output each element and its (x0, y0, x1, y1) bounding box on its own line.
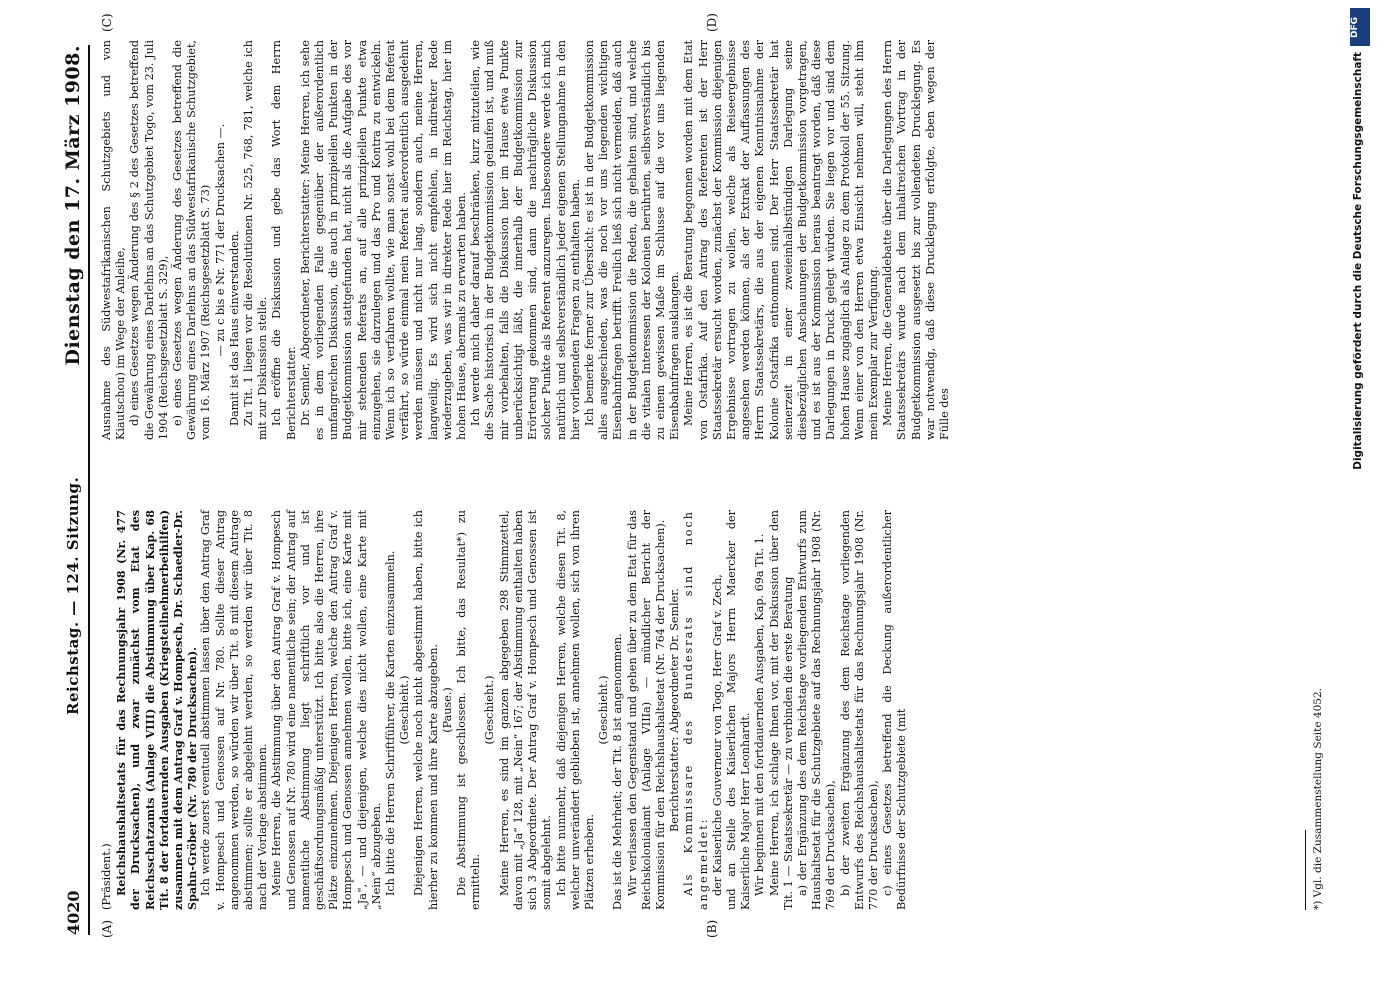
session-date: Dienstag den 17. März 1908. (62, 45, 84, 366)
margin-marker-c: (C) (100, 13, 114, 32)
left-column (100, 510, 910, 910)
speaker-label: (Präsident.) (100, 843, 113, 910)
margin-marker-b: (B) (705, 919, 719, 938)
footnote-rule (1305, 830, 1306, 910)
paragraph: und an Stelle des Kaiserlichen Majors Herrn Maercker der Kaiserliche Major Herr Leonhardt. (724, 510, 753, 910)
page-number: 4020 (64, 890, 83, 935)
paragraph: Meine Herren, die Generaldebatte über die Darlegungen des Herrn Staatssekretärs wurde nach dem inhaltreichen Vortrag in der Budgetkommission ausgesetzt bis zur vollendeten Drucklegung. Es war notwendig, daß diese Drucklegung erfolgte, eben wegen der Fülle des (881, 40, 951, 440)
paragraph: Ich bitte nunmehr, daß diejenigen Herren, welche diesen Tit. 8, welcher unverändert geblieben ist, annehmen wollen, sich von ihren Plätzen erheben. (554, 510, 596, 910)
paragraph: Ich eröffne die Diskussion und gebe das Wort dem Herrn Berichterstatter. (270, 40, 298, 440)
paragraph: Ich werde zuerst eventuell abstimmen lassen über den Antrag Graf v. Hompesch und Genossen auf Nr. 780. Sollte dieser Antrag angenommen werden, so würden wir über Tit. 8 mit diesem Antrage abstimmen; sollte er abgelehnt werden, so werden wir über Tit. 8 nach der Vorlage abstimmen. (199, 510, 270, 910)
list-item: b) der zweiten Ergänzung des dem Reichstage vorliegenden Entwurfs des Reichshaushaltsetats für das Rechnungsjahr 1908 (Nr. 770 der Drucksachen), (838, 510, 880, 910)
stage-direction: (Geschieht.) (398, 675, 412, 745)
right-column (100, 40, 952, 440)
list-item: e) eines Gesetzes wegen Änderung des Gesetzes betreffend die Gewährung eines Darlehns an das Südwestafrikanische Schutzgebiet, vom 16. März 1907 (Reichsgesetzblatt S. 73) (171, 40, 213, 440)
funding-notice: Digitalisierung gefördert durch die Deutsche Forschungsgemeinschaft (1352, 52, 1364, 470)
running-head: Reichstag. — 124. Sitzung. (64, 476, 82, 715)
stage-direction: (Geschieht.) (483, 675, 497, 745)
stage-direction: (Pause.) (440, 687, 454, 733)
paragraph: Berichterstatter: Abgeordneter Dr. Semler. (668, 588, 682, 832)
paragraph: — zu c bis e Nr. 771 der Drucksachen —. (213, 123, 227, 357)
margin-marker-d: (D) (705, 13, 719, 32)
paragraph: Dr. Semler, Abgeordneter, Berichterstatter: Meine Herren, ich sehe es in dem vorliegenden Falle gegenüber der außerordentlich umfangreichen Diskussion, die auch in prinzipiellen Punkten in der Budgetkommission stattgefunden hat, nicht als die Aufgabe des vor mir stehenden Referats an, auf alle prinzipiellen Punkte etwa einzugehen, sie darzulegen und das Pro und Kontra zu entwickeln. Wenn ich so verfahren wollte, wie man sonst wohl bei dem Referat verfährt, so würde einmal mein Referat außerordentlich ausgedehnt werden müssen und nicht nur lang, sondern auch, meine Herren, langweilig. Es wird sich nicht empfehlen, in indirekter Rede wiederzugeben, was wir in direkter Rede hier im Reichstag, hier im hohen Hause, abermals zu erwarten haben. (298, 40, 469, 440)
paragraph: Reichshaushaltsetats für das Rechnungsjahr 1908 (Nr. 477 der Drucksachen), und zwar zunächst vom Etat des Reichsschatzamts (Anlage VIII) die Abstimmung über Kap. 68 Tit. 8 der fortdauernden Ausgaben (Kriegsteilnehmerbeihilfen) zusammen mit dem Antrag Graf v. Hompesch, Dr. Schaedler-Dr. Spahn-Gröber (Nr. 780 der Drucksachen). (114, 510, 200, 910)
paragraph: Meine Herren, es ist die Beratung begonnen worden mit dem Etat von Ostafrika. Auf den Antrag des Referenten ist der Herr Staatssekretär ersucht worden, zunächst der Kommission diejenigen Ergebnisse vortragen zu wollen, welche als Reiseergebnisse angesehen werden können, als der Extrakt der Auffassungen des Herrn Staatssekretärs, die aus der eigenen Kenntnisnahme der Kolonie Ostafrika entnommen sind. Der Herr Staatssekretär hat seinerzeit in einer zweieinhalbstündigen Darlegung seine diesbezüglichen Anschauungen der Budgetkommission vorgetragen, und es ist aus der Kommission heraus beantragt worden, daß diese Darlegungen in Druck gelegt würden. Sie liegen vor und sind dem hohen Hause zugänglich als Anlage zu dem Protokoll der 55. Sitzung. Wenn einer von den Herren etwa Einsicht nehmen will, steht ihm mein Exemplar zur Verfügung. (682, 40, 880, 440)
dfg-sidebar (1350, 8, 1372, 998)
margin-marker-a: (A) (100, 919, 114, 938)
paragraph: Als Kommissare des Bundesrats sind noch angemeldet: (682, 510, 710, 910)
paragraph: Das ist die Mehrheit; der Tit. 8 ist angenommen. (611, 633, 625, 910)
paragraph: Die Abstimmung ist geschlossen. Ich bitte, das Resultat*) zu ermitteln. (455, 510, 483, 910)
stage-direction: (Geschieht.) (597, 675, 611, 745)
page-header (60, 45, 90, 935)
paragraph: Ich werde mich daher darauf beschränken, kurz mitzuteilen, wie die Sache historisch in der Budgetkommission gelaufen ist, und muß mir vorbehalten, falls die Diskussion hier im Hause etwa Punkte unberücksichtigt läßt, die innerhalb der Budgetkommission zur Erörterung gekommen sind, dann die nachträgliche Diskussion solcher Punkte als Referent anzuregen. Insbesondere werde ich mich natürlich und selbstverständlich jeder eigenen Stellungnahme in den hier vorliegenden Fragen zu enthalten haben. (469, 40, 582, 440)
list-item: a) der Ergänzung des dem Reichstage vorliegenden Entwurfs zum Haushaltsetat für die Schutzgebiete auf das Rechnungsjahr 1908 (Nr. 769 der Drucksachen), (795, 510, 838, 910)
paragraph: Zu Tit. 1 liegen vor die Resolutionen Nr. 525, 768, 781, welche ich mit zur Diskussion stelle. (242, 40, 270, 440)
paragraph: der Kaiserliche Gouverneur von Togo, Herr Graf v. Zech, (710, 574, 724, 896)
paragraph: Meine Herren, die Abstimmung über den Antrag Graf v. Hompesch und Genossen auf Nr. 780 wird eine namentliche sein; der Antrag auf namentliche Abstimmung liegt schriftlich vor und ist geschäftsordnungsmäßig unterstützt. Ich bitte also die Herren, ihre Plätze einzunehmen. Diejenigen Herren, welche den Antrag Graf v. Hompesch und Genossen annehmen wollen, bitte ich, eine Karte mit „Ja“, — und diejenigen, welche dies nicht wollen, eine Karte mit „Nein“ abzugeben. (270, 510, 383, 910)
paragraph: Ausnahme des Südwestafrikanischen Schutzgebiets und von Kiautschou) im Wege der Anleihe, (100, 40, 128, 440)
paragraph: Meine Herren, ich schlage Ihnen vor, mit der Diskussion über den Tit. 1 — Staatssekretär — zu verbinden die erste Beratung (767, 510, 795, 910)
paragraph: Ich bitte die Herren Schriftführer, die Karten einzusammeln. (384, 550, 398, 896)
paragraph: Wir beginnen mit den fortdauernden Ausgaben, Kap. 69a Tit. 1. (753, 533, 767, 896)
list-item: c) eines Gesetzes betreffend die Deckung außerordentlicher Bedürfnisse der Schutzgebiete (mit (881, 510, 909, 910)
paragraph: Diejenigen Herren, welche noch nicht abgestimmt haben, bitte ich hierher zu kommen und ihre Karte abzugeben. (412, 510, 440, 910)
paragraph: Ich bemerke ferner zur Übersicht: es ist in der Budgetkommission alles ausgeschieden, was die noch vor uns liegenden wichtigen Eisenbahnfragen betrifft. Freilich ließ sich nicht vermeiden, daß auch in der Budgetkommission die Reden, die gehalten sind, und welche die vitalen Interessen der Kolonien berührten, selbstverständlich bis zu einem gewissen Maße im Schlusse auf die vor uns liegenden Eisenbahnfragen ausklangen. (582, 40, 682, 440)
paragraph: Damit ist das Haus einverstanden. (227, 230, 241, 426)
paragraph: Wir verlassen den Gegenstand und gehen über zu dem Etat für das Reichskolonialamt (Anlage VIIIa) — mündlicher Bericht der Kommission für den Reichshaushaltsetat (Nr. 764 der Drucksachen). (625, 510, 667, 910)
footnote: *) Vgl. die Zusammenstellung Seite 4052. (1312, 688, 1324, 910)
dfg-logo-icon: DFG (1350, 8, 1370, 46)
list-item: d) eines Gesetzes wegen Änderung des § 2 des Gesetzes betreffend die Gewährung eines Darlehns an das Schutzgebiet Togo, vom 23. Juli 1904 (Reichsgesetzblatt S. 329), (128, 40, 170, 440)
paragraph: Meine Herren, es sind im ganzen abgegeben 298 Stimmzettel, davon mit „Ja“ 128, mit „Nein“ 167; der Abstimmung enthalten haben sich 3 Abgeordnete. Der Antrag Graf v. Hompesch und Genossen ist somit abgelehnt. (497, 510, 554, 910)
